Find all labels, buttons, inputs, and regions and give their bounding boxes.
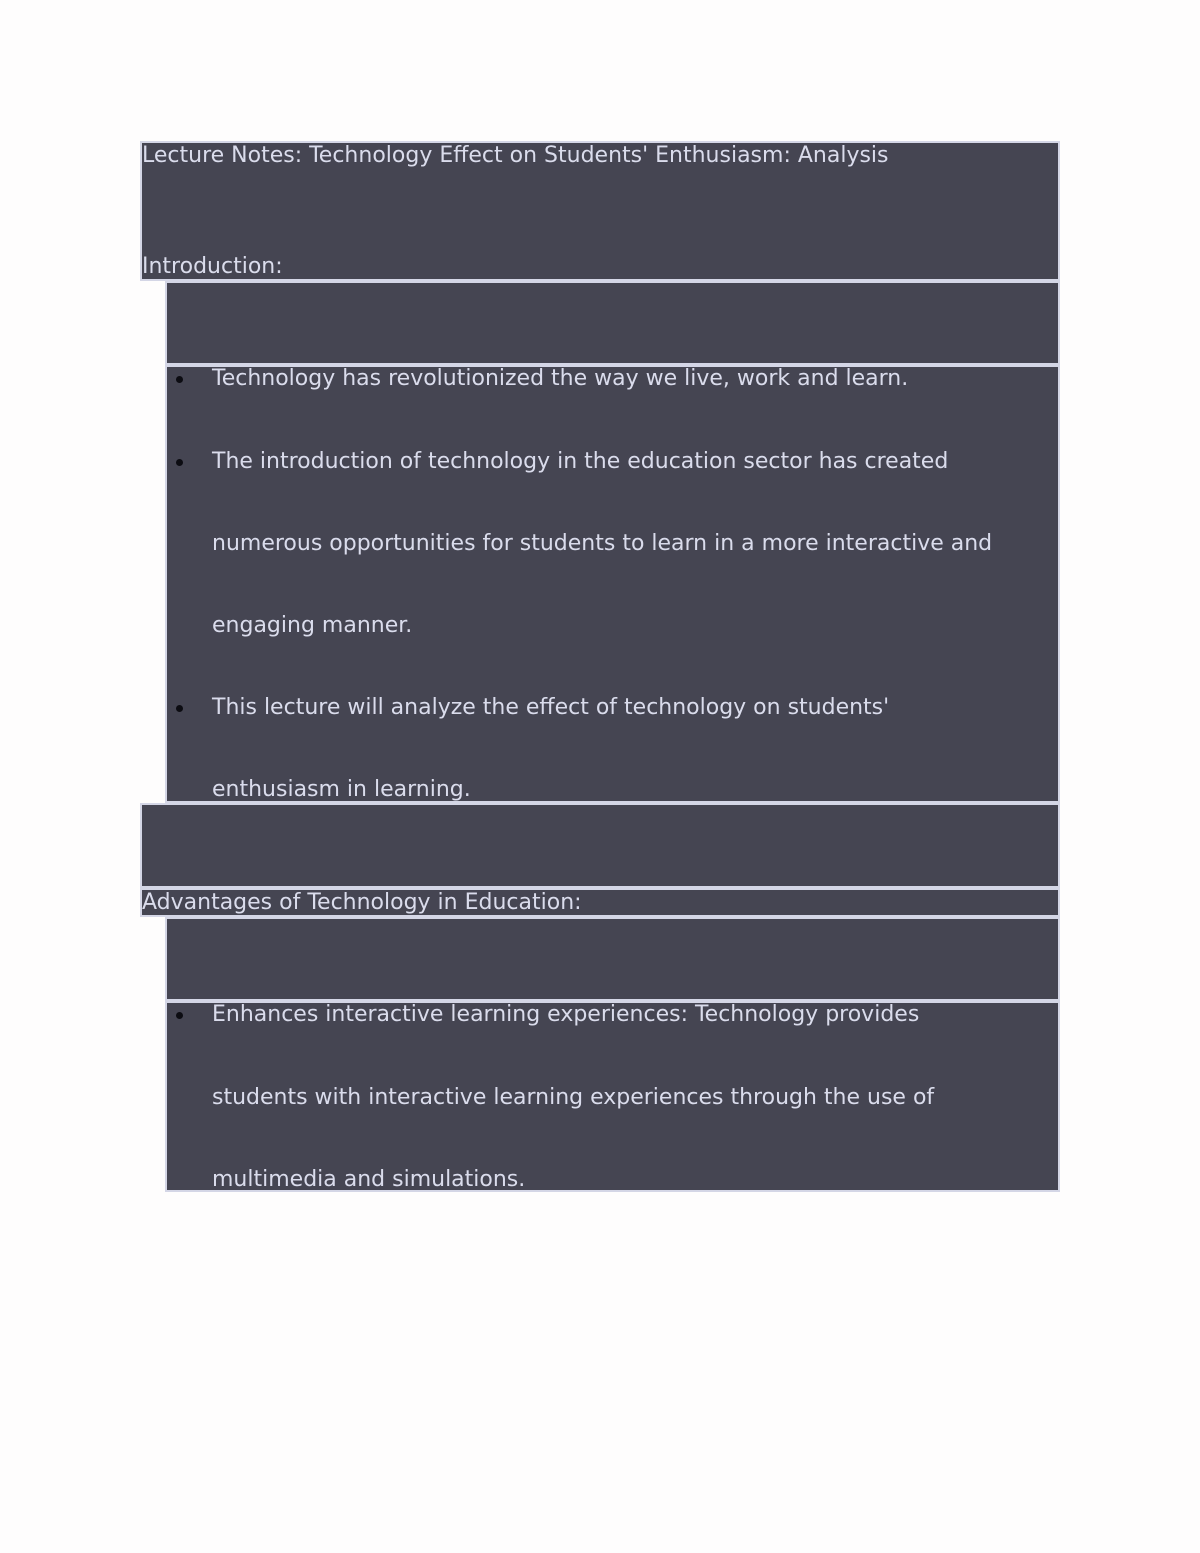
list-item-text-line: numerous opportunities for students to learn in a more interactive and xyxy=(212,531,993,556)
list-item-text-line: Enhances interactive learning experiences: Technology provides xyxy=(212,1002,920,1027)
list-item-text-line: This lecture will analyze the effect of technology on students' xyxy=(212,695,890,720)
list-item-text-line: The introduction of technology in the education sector has created xyxy=(212,449,949,474)
list-item-text-line: Technology has revolutionized the way we live, work and learn. xyxy=(212,366,909,391)
bullet-icon xyxy=(176,1012,183,1019)
list-item-text-line: enthusiasm in learning. xyxy=(212,777,471,802)
list-item-text-line: engaging manner. xyxy=(212,613,413,638)
intro-spacer-block xyxy=(165,281,1060,365)
advantages-spacer-block xyxy=(165,917,1060,1001)
section-heading-introduction: Introduction: xyxy=(142,254,283,279)
section-heading-advantages: Advantages of Technology in Education: xyxy=(142,890,582,915)
section-spacer-block xyxy=(140,803,1060,888)
document-title: Lecture Notes: Technology Effect on Students' Enthusiasm: Analysis xyxy=(142,143,889,168)
intro-list-block xyxy=(165,365,1060,803)
list-item-text-line: multimedia and simulations. xyxy=(212,1167,526,1192)
bullet-icon xyxy=(176,705,183,712)
bullet-icon xyxy=(176,376,183,383)
list-item-text-line: students with interactive learning experiences through the use of xyxy=(212,1085,935,1110)
bullet-icon xyxy=(176,459,183,466)
